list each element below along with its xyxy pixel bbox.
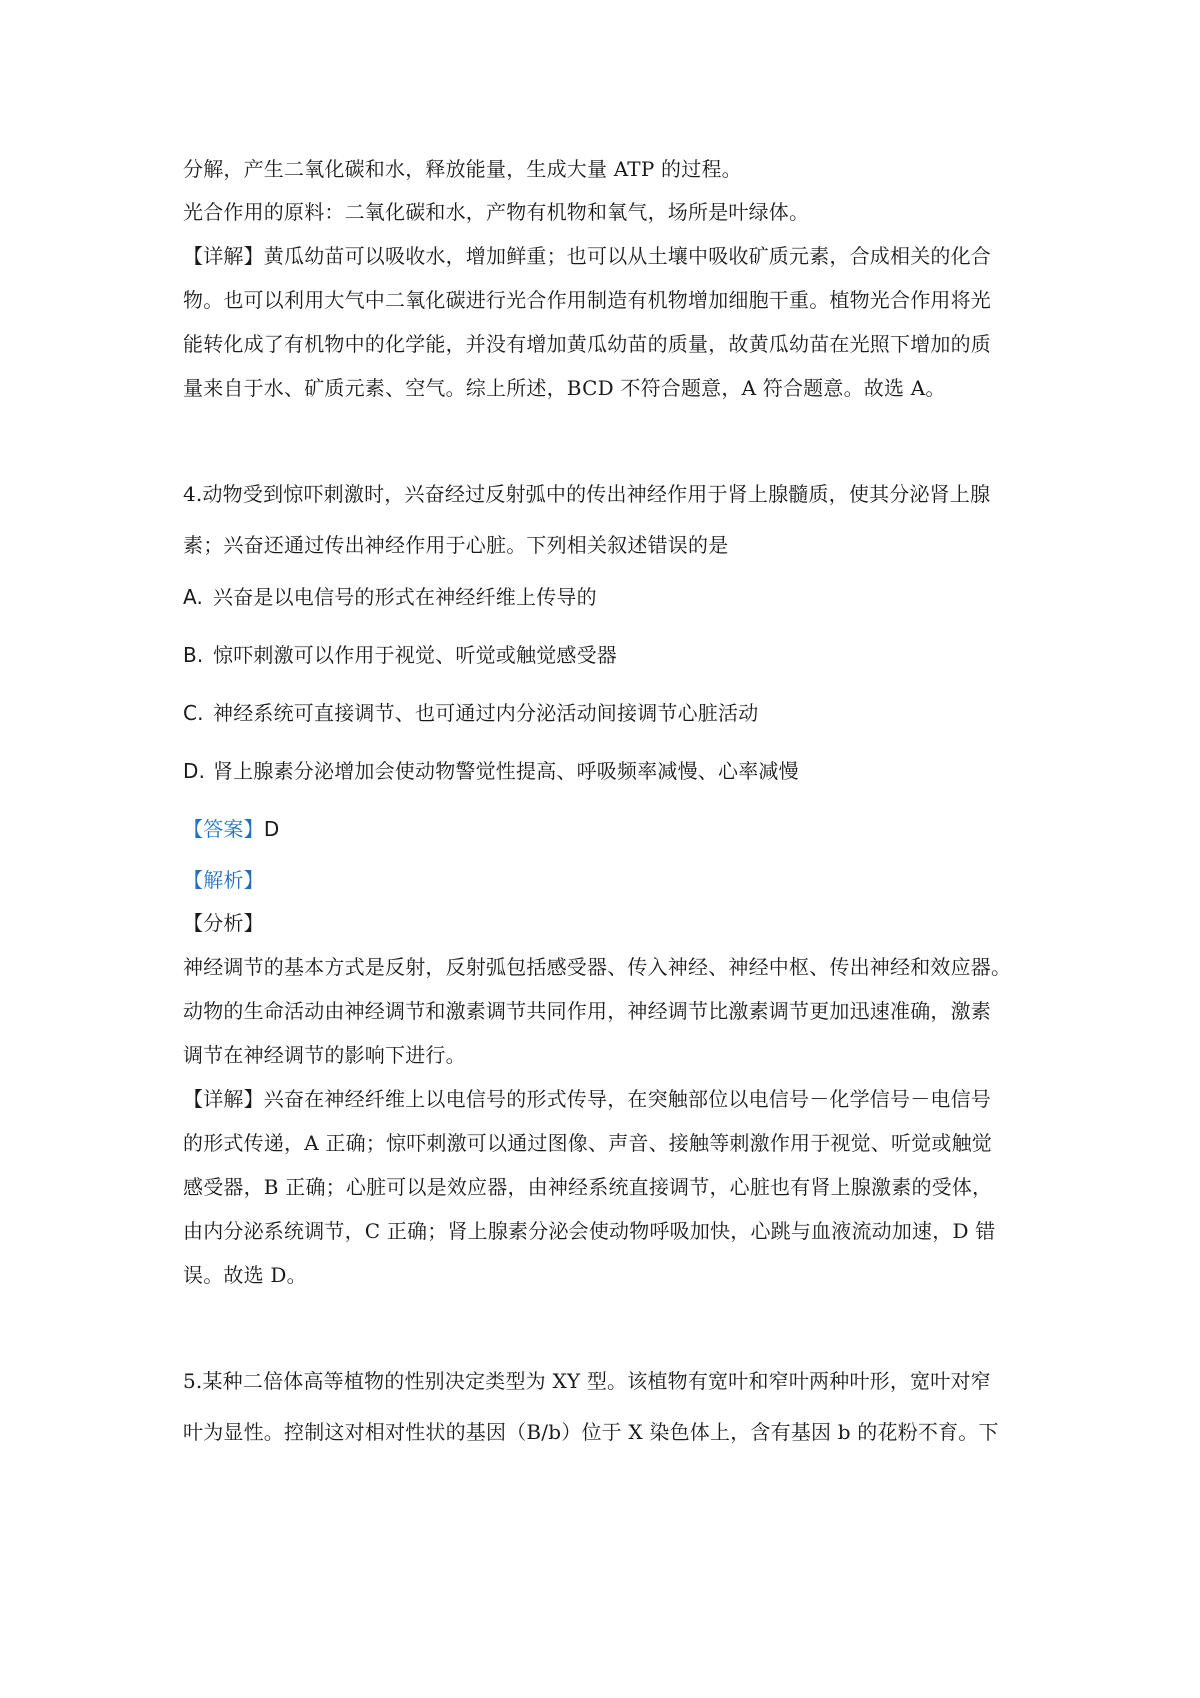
text-line: 光合作用的原料：二氧化碳和水，产物有机物和氧气，场所是叶绿体。 — [183, 200, 810, 224]
option-a — [183, 583, 1033, 611]
option-c — [183, 699, 1033, 727]
text-line: 量来自于水、矿质元素、空气。综上所述，BCD 不符合题意，A 符合题意。故选 A。 — [183, 376, 946, 400]
detail-line: 感受器，B 正确；心脏可以是效应器，由神经系统直接调节，心脏也有肾上腺激素的受体， — [183, 1175, 993, 1199]
fenxi-line: 调节在神经调节的影响下进行。 — [183, 1043, 466, 1067]
question-4-stem-line: 4.动物受到惊吓刺激时，兴奋经过反射弧中的传出神经作用于肾上腺髓质，使其分泌肾上腺 — [183, 482, 991, 506]
option-d-text: 肾上腺素分泌增加会使动物警觉性提高、呼吸频率减慢、心率减慢 — [213, 759, 799, 783]
option-d-letter: D. — [183, 759, 206, 783]
option-c-letter: C. — [183, 701, 204, 725]
option-a-letter: A. — [183, 585, 204, 609]
text-line: 能转化成了有机物中的化学能，并没有增加黄瓜幼苗的质量，故黄瓜幼苗在光照下增加的质 — [183, 332, 991, 356]
option-b-letter: B. — [183, 643, 204, 667]
fenxi-line: 神经调节的基本方式是反射，反射弧包括感受器、传入神经、神经中枢、传出神经和效应器。 — [183, 955, 1012, 979]
fenxi-tag: 【分析】 — [183, 911, 264, 935]
question-4-stem-line: 素；兴奋还通过传出神经作用于心脏。下列相关叙述错误的是 — [183, 533, 729, 557]
fenxi-line: 动物的生命活动由神经调节和激素调节共同作用，神经调节比激素调节更加迅速准确，激素 — [183, 999, 991, 1023]
option-a-text: 兴奋是以电信号的形式在神经纤维上传导的 — [213, 585, 597, 609]
option-c-text: 神经系统可直接调节、也可通过内分泌活动间接调节心脏活动 — [213, 701, 759, 725]
answer-value: D — [263, 817, 280, 841]
detail-line: 的形式传递，A 正确；惊吓刺激可以通过图像、声音、接触等刺激作用于视觉、听觉或触觉 — [183, 1131, 992, 1155]
detail-line: 误。故选 D。 — [183, 1263, 307, 1287]
detail-line: 由内分泌系统调节，C 正确；肾上腺素分泌会使动物呼吸加快，心跳与血液流动加速，D 错 — [183, 1219, 996, 1243]
question-5-stem-line: 叶为显性。控制这对相对性状的基因（B/b）位于 X 染色体上，含有基因 b 的花粉不育。下 — [183, 1420, 999, 1444]
option-b-text: 惊吓刺激可以作用于视觉、听觉或触觉感受器 — [213, 643, 617, 667]
text-line: 分解，产生二氧化碳和水，释放能量，生成大量 ATP 的过程。 — [183, 157, 742, 181]
text-line: 物。也可以利用大气中二氧化碳进行光合作用制造有机物增加细胞干重。植物光合作用将光 — [183, 288, 991, 312]
question-5-stem-line: 5.某种二倍体高等植物的性别决定类型为 XY 型。该植物有宽叶和窄叶两种叶形，宽叶对窄 — [183, 1369, 991, 1393]
option-b — [183, 641, 1033, 669]
answer-row — [183, 815, 1033, 843]
answer-tag: 【答案】 — [183, 817, 264, 841]
analysis-tag: 【解析】 — [183, 868, 264, 892]
analysis-row — [183, 866, 1033, 894]
detail-line: 【详解】兴奋在神经纤维上以电信号的形式传导，在突触部位以电信号－化学信号－电信号 — [183, 1087, 991, 1111]
option-d — [183, 757, 1033, 785]
text-line: 【详解】黄瓜幼苗可以吸收水，增加鲜重；也可以从土壤中吸收矿质元素，合成相关的化合 — [183, 244, 991, 268]
